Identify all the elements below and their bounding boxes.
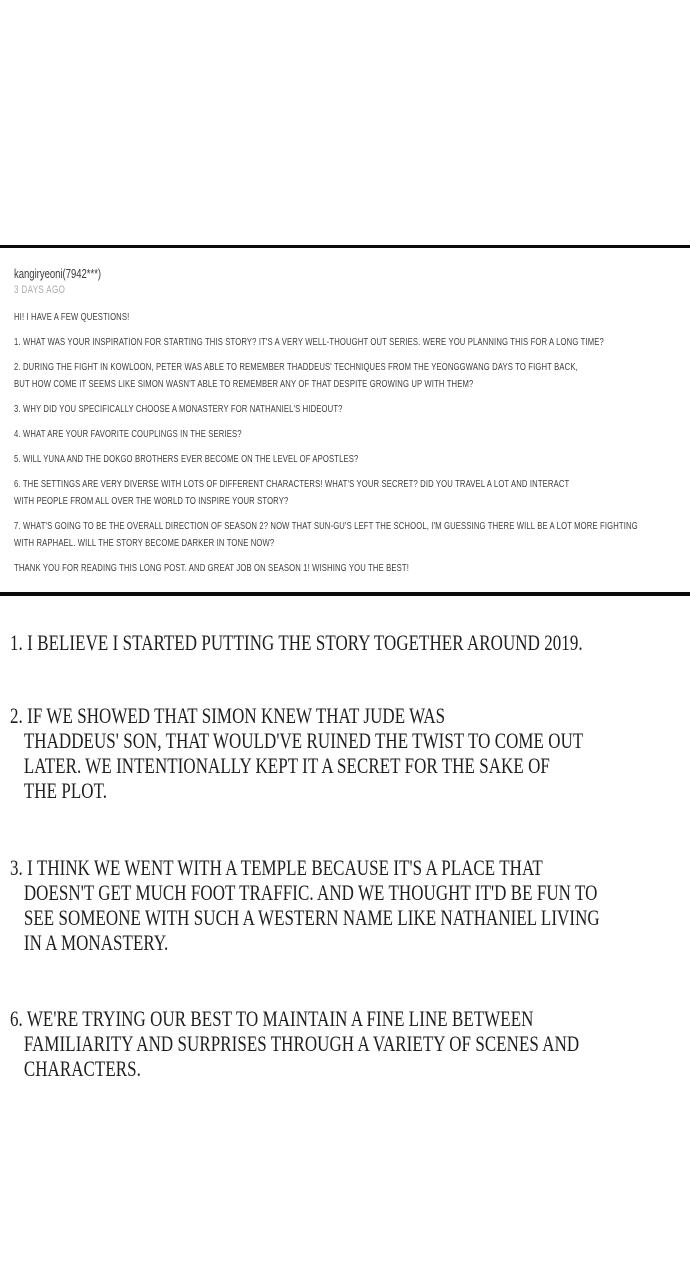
comment-thanks [14, 560, 690, 577]
comment-text-line: BUT HOW COME IT SEEMS LIKE SIMON WASN'T ABLE TO REMEMBER ANY OF THAT DESPITE GROWING UP WITH THEM? [14, 378, 474, 390]
comment-text-line: 7. WHAT'S GOING TO BE THE OVERALL DIRECTION OF SEASON 2? NOW THAT SUN-GU'S LEFT THE SCHOOL, I'M GUESSING THERE WILL BE A LOT MORE FIGHTING [14, 520, 638, 532]
answer-1 [10, 630, 688, 655]
answer-line: FAMILIARITY AND SURPRISES THROUGH A VARIETY OF SCENES AND [23, 1031, 580, 1056]
comment-text-line: THANK YOU FOR READING THIS LONG POST. AND GREAT JOB ON SEASON 1! WISHING YOU THE BEST! [14, 562, 410, 574]
answer-line: CHARACTERS. [23, 1056, 141, 1081]
comment-text-line: 1. WHAT WAS YOUR INSPIRATION FOR STARTING THIS STORY? IT'S A VERY WELL-THOUGHT OUT SERIES. WERE YOU PLANNING THIS FOR A LONG TIME? [14, 336, 604, 348]
comment-question-1 [14, 334, 690, 351]
answer-line: 3. I THINK WE WENT WITH A TEMPLE BECAUSE IT'S A PLACE THAT [10, 855, 543, 880]
comment-greeting [14, 309, 690, 326]
answer-line: LATER. WE INTENTIONALLY KEPT IT A SECRET FOR THE SAKE OF [23, 753, 550, 778]
commenter-username: kangiryeoni(7942***) [14, 266, 102, 281]
answer-line: THE PLOT. [23, 778, 108, 803]
comment-text-line: WITH RAPHAEL. WILL THE STORY BECOME DARKER IN TONE NOW? [14, 537, 275, 549]
answer-line: DOESN'T GET MUCH FOOT TRAFFIC. AND WE THOUGHT IT'D BE FUN TO [23, 880, 598, 905]
comment-text-line: 5. WILL YUNA AND THE DOKGO BROTHERS EVER BECOME ON THE LEVEL OF APOSTLES? [14, 453, 359, 465]
comment-question-2 [14, 359, 690, 393]
comment-question-3 [14, 401, 690, 418]
answer-line: THADDEUS' SON, THAT WOULD'VE RUINED THE TWIST TO COME OUT [23, 728, 584, 753]
creator-answers-block [10, 630, 688, 1081]
comment-text-line: 6. THE SETTINGS ARE VERY DIVERSE WITH LOTS OF DIFFERENT CHARACTERS! WHAT'S YOUR SECRET? DID YOU TRAVEL A LOT AND INTERACT [14, 478, 570, 490]
comment-question-7 [14, 518, 690, 552]
panel-top-border [0, 245, 690, 248]
comment-text-line: WITH PEOPLE FROM ALL OVER THE WORLD TO INSPIRE YOUR STORY? [14, 495, 289, 507]
fan-comment-block [14, 266, 690, 577]
comment-timestamp: 3 DAYS AGO [14, 284, 66, 296]
answer-6 [10, 1006, 688, 1081]
answer-3 [10, 855, 688, 955]
section-divider [0, 592, 690, 596]
answer-line: 1. I BELIEVE I STARTED PUTTING THE STORY TOGETHER AROUND 2019. [10, 630, 583, 655]
answer-line: IN A MONASTERY. [23, 930, 169, 955]
comment-text-line: 4. WHAT ARE YOUR FAVORITE COUPLINGS IN THE SERIES? [14, 428, 242, 440]
answer-line: 2. IF WE SHOWED THAT SIMON KNEW THAT JUDE WAS [10, 703, 446, 728]
answer-line: SEE SOMEONE WITH SUCH A WESTERN NAME LIKE NATHANIEL LIVING [23, 905, 600, 930]
comment-question-4 [14, 426, 690, 443]
comment-text-line: 3. WHY DID YOU SPECIFICALLY CHOOSE A MONASTERY FOR NATHANIEL'S HIDEOUT? [14, 403, 343, 415]
comment-text-line: 2. DURING THE FIGHT IN KOWLOON, PETER WAS ABLE TO REMEMBER THADDEUS' TECHNIQUES FROM THE YEONGGWANG DAYS TO FIGHT BACK, [14, 361, 578, 373]
answer-line: 6. WE'RE TRYING OUR BEST TO MAINTAIN A FINE LINE BETWEEN [10, 1006, 534, 1031]
comment-text-line: HI! I HAVE A FEW QUESTIONS! [14, 311, 130, 323]
comment-question-6 [14, 476, 690, 510]
answer-2 [10, 703, 688, 803]
comment-question-5 [14, 451, 690, 468]
